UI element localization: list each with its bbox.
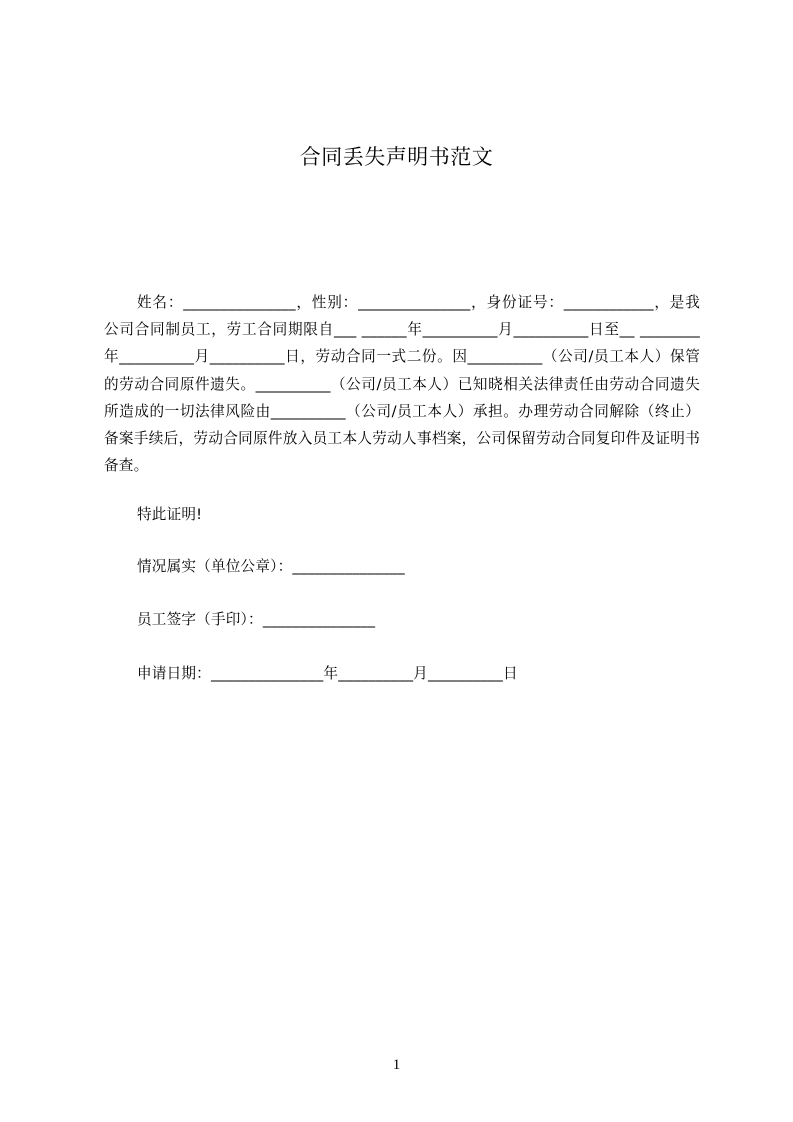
document-title: 合同丢失声明书范文 xyxy=(299,145,494,169)
declaration-statement: 特此证明! xyxy=(137,506,203,523)
application-date-line: 申请日期：_______________年__________月__________日 xyxy=(137,665,518,682)
employee-signature-line: 员工签字（手印）：_______________ xyxy=(137,611,376,628)
page-number: 1 xyxy=(392,1057,401,1073)
unit-seal-line: 情况属实（单位公章）：_______________ xyxy=(137,558,405,575)
declaration-body-paragraph: 姓名：_______________，性别：_______________，身份证号：____________，是我公司合同制员工，劳工合同期限自___ ______年__________月__________日至__ ________年__________月__________日，劳动合同一式二份。因__________（公司/员工本人）保管的劳动合同原件遗失。__________（公司/员工本人）已知晓相关法律责任由劳动合同遗失所造成的一切法律风险由__________（公司/员工本人）承担。办理劳动合同解除（终止）备案手续后，劳动合同原件放入员工本人劳动人事档案，公司保留劳动合同复印件及证明书备查。 xyxy=(104,294,700,475)
